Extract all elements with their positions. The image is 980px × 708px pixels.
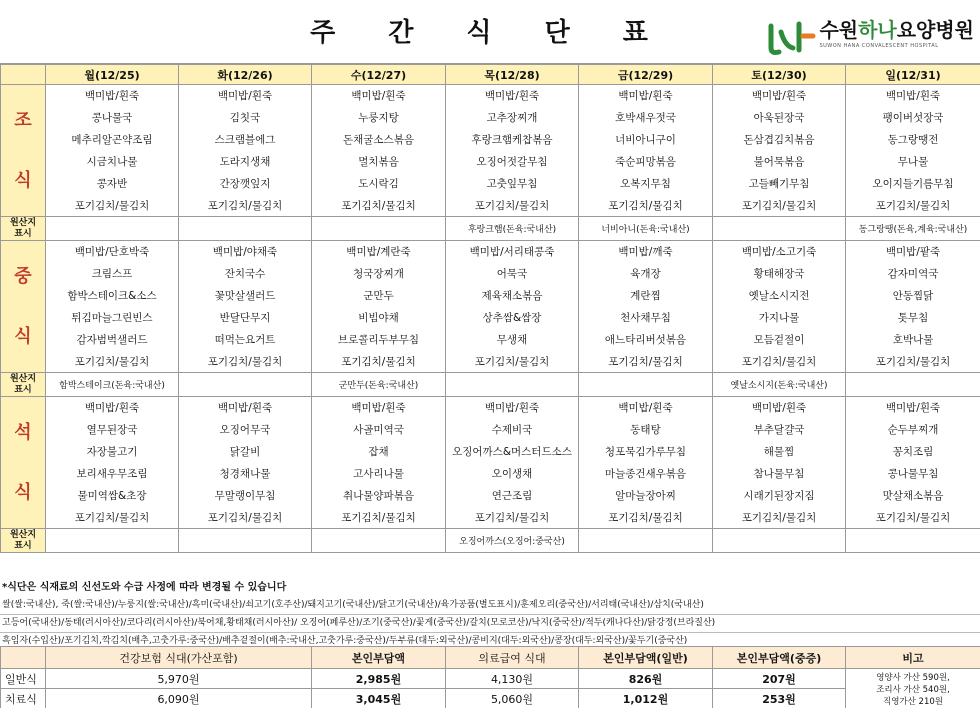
menu-item: 계란찜 xyxy=(579,285,713,307)
menu-item: 가지나물 xyxy=(713,307,846,329)
menu-item: 백미밥/흰죽 xyxy=(312,397,446,419)
price-header xyxy=(1,647,46,669)
meal-label: 석 식 xyxy=(1,397,46,529)
origin-info: 함박스테이크(돈육:국내산) xyxy=(46,373,179,397)
origin-row xyxy=(1,217,980,241)
menu-item: 누룽지탕 xyxy=(312,107,446,129)
menu-item: 마늘종건새우볶음 xyxy=(579,463,713,485)
menu-item: 포기김치/물김치 xyxy=(179,351,312,373)
menu-item: 상추쌈&쌈장 xyxy=(446,307,579,329)
menu-item: 도시락김 xyxy=(312,173,446,195)
menu-item: 모듬겉절이 xyxy=(713,329,846,351)
menu-item: 순두부찌개 xyxy=(846,419,980,441)
price-header: 본인부담액(중증) xyxy=(713,647,846,669)
price-value: 6,090원 xyxy=(46,689,312,708)
menu-item: 콩나물국 xyxy=(46,107,179,129)
menu-item: 잔치국수 xyxy=(179,263,312,285)
menu-item: 스크램블에그 xyxy=(179,129,312,151)
menu-item: 포기김치/물김치 xyxy=(579,195,713,217)
day-header-row xyxy=(1,65,980,85)
menu-item: 백미밥/흰죽 xyxy=(179,397,312,419)
price-row-label: 치료식 xyxy=(1,689,46,708)
menu-item: 자장불고기 xyxy=(46,441,179,463)
page-title: 주 간 식 단 표 xyxy=(310,18,670,48)
hospital-english-name: SUWON HANA CONVALESCENT HOSPITAL xyxy=(819,43,939,49)
price-value: 1,012원 xyxy=(579,689,713,708)
meal-label: 조 식 xyxy=(1,85,46,217)
menu-row xyxy=(1,241,980,263)
menu-item: 감자미역국 xyxy=(846,263,980,285)
price-header: 본인부담액 xyxy=(312,647,446,669)
menu-item: 안동찜닭 xyxy=(846,285,980,307)
menu-item: 포기김치/물김치 xyxy=(446,195,579,217)
hospital-logo-mark-icon xyxy=(767,18,817,56)
menu-item: 청포묵김가루무침 xyxy=(579,441,713,463)
menu-item: 청국장찌개 xyxy=(312,263,446,285)
menu-item: 백미밥/단호박죽 xyxy=(46,241,179,263)
price-value: 4,130원 xyxy=(446,669,579,689)
menu-item: 옛날소시지전 xyxy=(713,285,846,307)
origin-info: 오징어까스(오징어:중국산) xyxy=(446,529,579,553)
menu-item: 고들빼기무침 xyxy=(713,173,846,195)
day-header: 토(12/30) xyxy=(713,65,846,85)
menu-item: 백미밥/계란죽 xyxy=(312,241,446,263)
origin-note: 쌀(쌀:국내산), 죽(쌀:국내산)/누룽지(쌀:국내산)/흑미(국내산)/쇠고기(호주산)/돼지고기(국내산)/닭고기(국내산)/육가공품(별도표시)/훈제오리(중국산)/서리태(국내산)/삼치(국내산) xyxy=(0,597,980,615)
menu-item: 호박새우젓국 xyxy=(579,107,713,129)
menu-item: 포기김치/물김치 xyxy=(446,351,579,373)
notice-text: *식단은 식재료의 신선도와 수급 사정에 따라 변경될 수 있습니다 xyxy=(2,582,287,593)
day-header: 일(12/31) xyxy=(846,65,980,85)
price-value: 207원 xyxy=(713,669,846,689)
menu-item: 백미밥/흰죽 xyxy=(446,397,579,419)
menu-item: 고추장찌개 xyxy=(446,107,579,129)
menu-item: 포기김치/물김치 xyxy=(846,195,980,217)
menu-item: 사골미역국 xyxy=(312,419,446,441)
menu-item: 백미밥/야채죽 xyxy=(179,241,312,263)
origin-row xyxy=(1,373,980,397)
menu-item: 콩나물무침 xyxy=(846,463,980,485)
origin-info: 군만두(돈육:국내산) xyxy=(312,373,446,397)
origin-note: 고등어(국내산)/동태(러시아산)/코다리(러시아산)/북어채,황태채(러시아산)/ 오징어(페루산)/조기(중국산)/꽃게(중국산)/갈치(모로코산)/낙지(중국산)/적두(캐나다산)/닭강정(브라질산) xyxy=(0,615,980,633)
menu-item: 돈채굴소스볶음 xyxy=(312,129,446,151)
menu-item: 김칫국 xyxy=(179,107,312,129)
menu-item: 무나물 xyxy=(846,151,980,173)
menu-item: 잡채 xyxy=(312,441,446,463)
price-remark: 영양사 가산 590원, 조리사 가산 540원, 직영가산 210원 xyxy=(846,669,980,708)
menu-item: 떠먹는요거트 xyxy=(179,329,312,351)
origin-info xyxy=(179,529,312,553)
menu-item: 참나물무침 xyxy=(713,463,846,485)
menu-row xyxy=(1,351,980,373)
menu-item: 크림스프 xyxy=(46,263,179,285)
menu-item: 백미밥/흰죽 xyxy=(713,397,846,419)
price-row-label: 일반식 xyxy=(1,669,46,689)
menu-row xyxy=(1,107,980,129)
menu-row xyxy=(1,263,980,285)
origin-note: 흑임자(수입산)/포기김치,깍김치(배추,고춧가루:중국산)/배추겉절이(배추:국내산,고춧가루:중국산)/두부류(대두:외국산)/콩비지(대두:외국산)/콩장(대두:외국산)/꽃두기(중국산) xyxy=(0,633,980,651)
origin-info: 너비아니(돈육:국내산) xyxy=(579,217,713,241)
menu-item: 육개장 xyxy=(579,263,713,285)
menu-item: 연근조림 xyxy=(446,485,579,507)
menu-item: 포기김치/물김치 xyxy=(446,507,579,529)
menu-item: 포기김치/물김치 xyxy=(713,351,846,373)
menu-row xyxy=(1,151,980,173)
origin-info: 옛날소시지(돈육:국내산) xyxy=(713,373,846,397)
origin-label: 원산지 표시 xyxy=(1,373,46,397)
menu-item: 수제비국 xyxy=(446,419,579,441)
price-value: 3,045원 xyxy=(312,689,446,708)
hospital-name: 수원하나요양병원 xyxy=(819,18,974,42)
menu-item: 제육채소볶음 xyxy=(446,285,579,307)
menu-item: 후랑크햄케찹볶음 xyxy=(446,129,579,151)
origin-info xyxy=(846,373,980,397)
price-header: 의료급여 식대 xyxy=(446,647,579,669)
menu-item: 포기김치/물김치 xyxy=(179,195,312,217)
menu-row xyxy=(1,397,980,419)
menu-item: 감자범벅샐러드 xyxy=(46,329,179,351)
origin-info xyxy=(312,529,446,553)
menu-item: 돈삼겹김치볶음 xyxy=(713,129,846,151)
menu-item: 오징어젓갈무침 xyxy=(446,151,579,173)
weekly-menu-table xyxy=(0,64,980,553)
menu-item: 백미밥/소고기죽 xyxy=(713,241,846,263)
menu-item: 애느타리버섯볶음 xyxy=(579,329,713,351)
menu-row xyxy=(1,485,980,507)
hospital-logo xyxy=(767,18,974,58)
menu-item: 포기김치/물김치 xyxy=(312,507,446,529)
menu-item: 동그랑땡전 xyxy=(846,129,980,151)
menu-item: 무생채 xyxy=(446,329,579,351)
origin-info xyxy=(713,529,846,553)
menu-item: 백미밥/흰죽 xyxy=(846,85,980,107)
menu-item: 죽순피망볶음 xyxy=(579,151,713,173)
origin-info xyxy=(579,373,713,397)
price-value: 5,970원 xyxy=(46,669,312,689)
menu-item: 황태해장국 xyxy=(713,263,846,285)
menu-item: 톳무침 xyxy=(846,307,980,329)
menu-item: 오징어까스&머스터드소스 xyxy=(446,441,579,463)
origin-label: 원산지 표시 xyxy=(1,217,46,241)
menu-row xyxy=(1,507,980,529)
menu-item: 시래기된장지짐 xyxy=(713,485,846,507)
menu-item: 백미밥/흰죽 xyxy=(46,85,179,107)
menu-item: 오이생채 xyxy=(446,463,579,485)
menu-item: 포기김치/물김치 xyxy=(46,351,179,373)
menu-item: 포기김치/물김치 xyxy=(846,351,980,373)
menu-item: 청경채나물 xyxy=(179,463,312,485)
menu-item: 백미밥/흰죽 xyxy=(179,85,312,107)
menu-item: 오복지무침 xyxy=(579,173,713,195)
menu-item: 포기김치/물김치 xyxy=(579,507,713,529)
origin-info xyxy=(446,373,579,397)
menu-item: 백미밥/흰죽 xyxy=(713,85,846,107)
menu-item: 물미역쌈&초장 xyxy=(46,485,179,507)
origin-info xyxy=(46,217,179,241)
menu-item: 꽁치조림 xyxy=(846,441,980,463)
menu-row xyxy=(1,173,980,195)
meal-label: 중 식 xyxy=(1,241,46,373)
menu-item: 고사리나물 xyxy=(312,463,446,485)
origin-info xyxy=(312,217,446,241)
menu-item: 알마늘장아찌 xyxy=(579,485,713,507)
price-value: 5,060원 xyxy=(446,689,579,708)
menu-item: 불어묵볶음 xyxy=(713,151,846,173)
menu-item: 백미밥/흰죽 xyxy=(579,85,713,107)
corner-cell xyxy=(1,65,46,85)
price-header: 본인부담액(일반) xyxy=(579,647,713,669)
menu-row xyxy=(1,285,980,307)
menu-item: 팽이버섯장국 xyxy=(846,107,980,129)
menu-item: 함박스테이크&소스 xyxy=(46,285,179,307)
meal-price-table xyxy=(0,646,980,708)
menu-item: 해물찜 xyxy=(713,441,846,463)
menu-row xyxy=(1,307,980,329)
menu-item: 메추리알곤약조림 xyxy=(46,129,179,151)
menu-item: 포기김치/물김치 xyxy=(846,507,980,529)
menu-row xyxy=(1,441,980,463)
menu-row xyxy=(1,129,980,151)
menu-item: 백미밥/흰죽 xyxy=(846,397,980,419)
menu-item: 백미밥/흰죽 xyxy=(579,397,713,419)
menu-item: 포기김치/물김치 xyxy=(312,351,446,373)
price-header: 건강보험 식대(가산포함) xyxy=(46,647,312,669)
menu-item: 백미밥/서리태콩죽 xyxy=(446,241,579,263)
menu-row xyxy=(1,419,980,441)
title-bar xyxy=(0,0,980,64)
menu-item: 포기김치/물김치 xyxy=(312,195,446,217)
menu-item: 천사채무침 xyxy=(579,307,713,329)
menu-item: 튀김마늘그린빈스 xyxy=(46,307,179,329)
menu-item: 멸치볶음 xyxy=(312,151,446,173)
price-header: 비고 xyxy=(846,647,980,669)
menu-row xyxy=(1,85,980,107)
menu-item: 무말랭이무침 xyxy=(179,485,312,507)
price-row xyxy=(1,689,980,708)
menu-item: 보리새우무조림 xyxy=(46,463,179,485)
day-header: 월(12/25) xyxy=(46,65,179,85)
menu-item: 반달단무지 xyxy=(179,307,312,329)
origin-info xyxy=(179,217,312,241)
menu-item: 오이지들기름무침 xyxy=(846,173,980,195)
origin-info xyxy=(46,529,179,553)
menu-item: 오징어무국 xyxy=(179,419,312,441)
menu-item: 포기김치/물김치 xyxy=(579,351,713,373)
menu-item: 너비아니구이 xyxy=(579,129,713,151)
day-header: 화(12/26) xyxy=(179,65,312,85)
price-value: 2,985원 xyxy=(312,669,446,689)
origin-info xyxy=(713,217,846,241)
day-header: 수(12/27) xyxy=(312,65,446,85)
menu-item: 간장깻잎지 xyxy=(179,173,312,195)
menu-item: 포기김치/물김치 xyxy=(179,507,312,529)
menu-item: 어묵국 xyxy=(446,263,579,285)
day-header: 금(12/29) xyxy=(579,65,713,85)
menu-item: 브로콜리두부무침 xyxy=(312,329,446,351)
notes-section xyxy=(0,579,980,651)
origin-info: 동그랑땡(돈육,계육:국내산) xyxy=(846,217,980,241)
origin-info xyxy=(579,529,713,553)
menu-item: 도라지생채 xyxy=(179,151,312,173)
menu-item: 군만두 xyxy=(312,285,446,307)
menu-item: 시금치나물 xyxy=(46,151,179,173)
menu-item: 백미밥/팥죽 xyxy=(846,241,980,263)
menu-item: 백미밥/흰죽 xyxy=(46,397,179,419)
menu-item: 호박나물 xyxy=(846,329,980,351)
price-row xyxy=(1,669,980,689)
origin-row xyxy=(1,529,980,553)
menu-item: 꽃맛살샐러드 xyxy=(179,285,312,307)
menu-row xyxy=(1,463,980,485)
menu-row xyxy=(1,329,980,351)
origin-label: 원산지 표시 xyxy=(1,529,46,553)
menu-item: 부추달걀국 xyxy=(713,419,846,441)
origin-info xyxy=(846,529,980,553)
menu-item: 열무된장국 xyxy=(46,419,179,441)
menu-item: 취나물양파볶음 xyxy=(312,485,446,507)
menu-item: 아욱된장국 xyxy=(713,107,846,129)
menu-item: 포기김치/물김치 xyxy=(713,195,846,217)
origin-info: 후랑크햄(돈육:국내산) xyxy=(446,217,579,241)
menu-item: 비빔야채 xyxy=(312,307,446,329)
menu-item: 동태탕 xyxy=(579,419,713,441)
menu-item: 맛살채소볶음 xyxy=(846,485,980,507)
price-value: 253원 xyxy=(713,689,846,708)
price-header-row xyxy=(1,647,980,669)
menu-item: 백미밥/흰죽 xyxy=(446,85,579,107)
menu-item: 콩자반 xyxy=(46,173,179,195)
menu-item: 포기김치/물김치 xyxy=(46,195,179,217)
menu-item: 고춧잎무침 xyxy=(446,173,579,195)
menu-item: 포기김치/물김치 xyxy=(46,507,179,529)
menu-item: 포기김치/물김치 xyxy=(713,507,846,529)
menu-item: 백미밥/깨죽 xyxy=(579,241,713,263)
day-header: 목(12/28) xyxy=(446,65,579,85)
origin-info xyxy=(179,373,312,397)
menu-item: 백미밥/흰죽 xyxy=(312,85,446,107)
menu-item: 닭갈비 xyxy=(179,441,312,463)
menu-row xyxy=(1,195,980,217)
price-value: 826원 xyxy=(579,669,713,689)
